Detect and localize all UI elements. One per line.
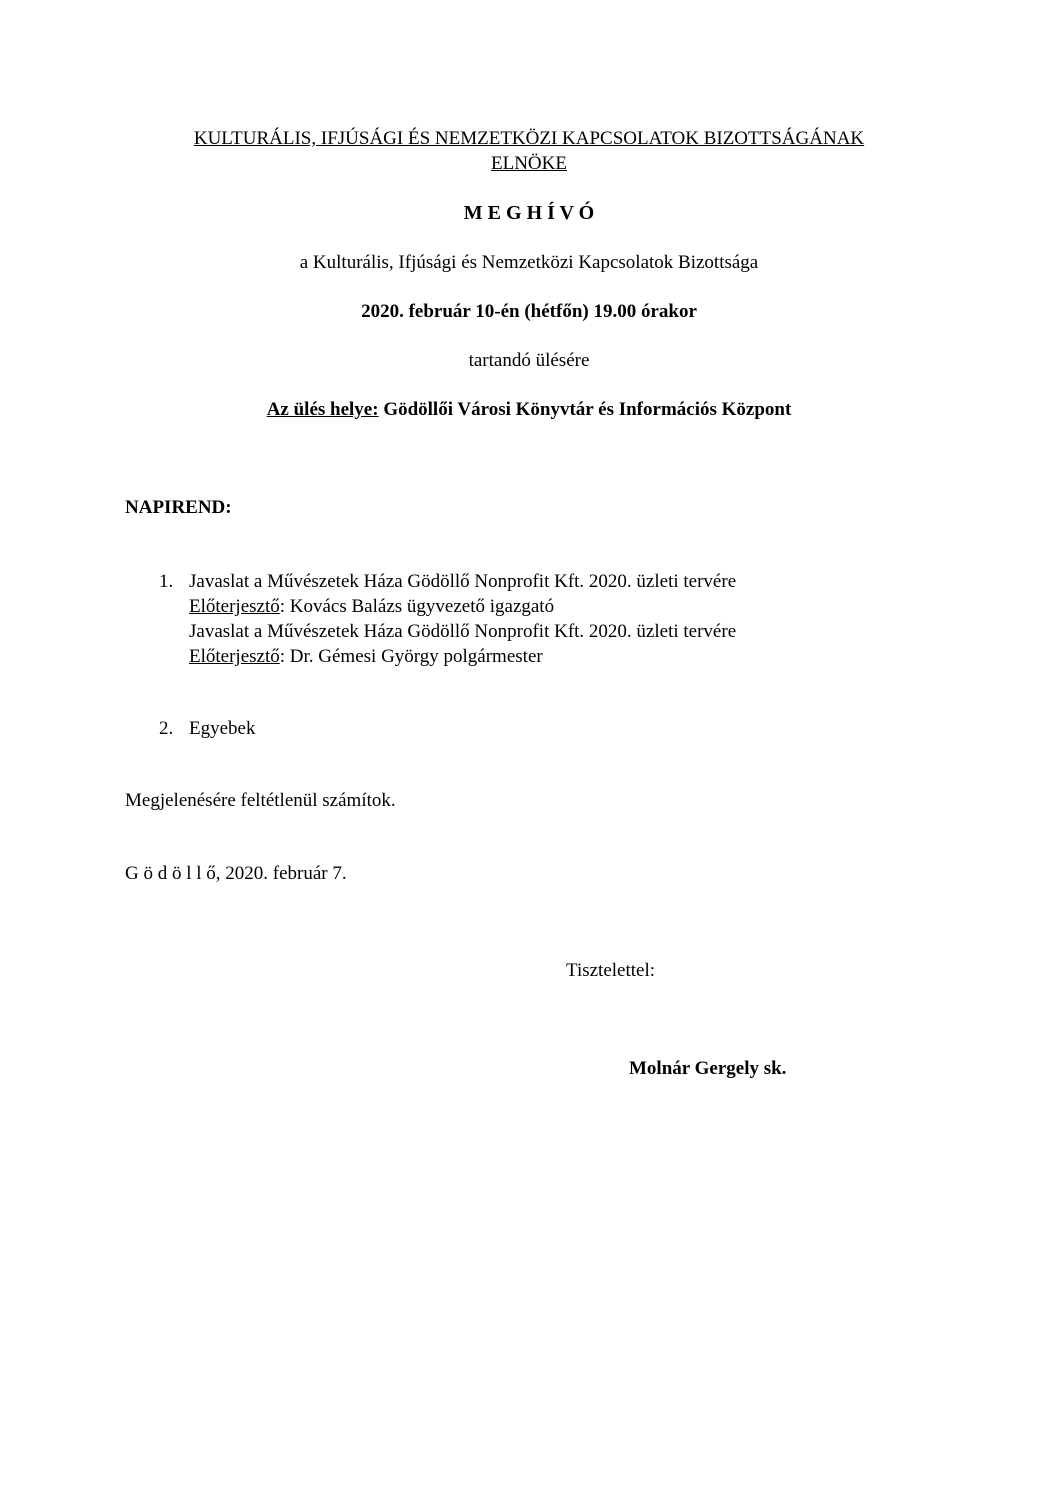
- closing-text: Megjelenésére feltétlenül számítok.: [125, 790, 396, 811]
- presenter-label: Előterjesztő: [189, 596, 280, 617]
- presenter-name: : Dr. Gémesi György polgármester: [279, 646, 543, 667]
- signature-name: Molnár Gergely sk.: [629, 1058, 787, 1079]
- agenda-item-title: Egyebek: [189, 718, 256, 739]
- venue-label: Az ülés helye:: [266, 399, 379, 420]
- meeting-datetime: 2020. február 10-én (hétfőn) 19.00 órakor: [361, 301, 697, 322]
- meeting-venue: [0, 399, 1058, 421]
- document-title: M E G H Í V Ó: [463, 202, 595, 224]
- header-line-1: KULTURÁLIS, IFJÚSÁGI ÉS NEMZETKÖZI KAPCSOLATOK BIZOTTSÁGÁNAK: [193, 128, 865, 149]
- agenda-item-title: Javaslat a Művészetek Háza Gödöllő Nonprofit Kft. 2020. üzleti tervére: [189, 571, 737, 592]
- agenda-item-presenter: [189, 596, 554, 618]
- venue-value: Gödöllői Városi Könyvtár és Információs Központ: [378, 399, 792, 420]
- place-date: G ö d ö l l ő, 2020. február 7.: [125, 863, 347, 884]
- agenda-item-number: 1.: [159, 571, 174, 592]
- agenda-item-number: 2.: [159, 718, 174, 739]
- presenter-label: Előterjesztő: [189, 646, 280, 667]
- agenda-heading: NAPIREND:: [125, 497, 232, 518]
- meeting-held-text: tartandó ülésére: [468, 350, 590, 371]
- regards-text: Tisztelettel:: [566, 960, 656, 981]
- committee-name: a Kulturális, Ifjúsági és Nemzetközi Kapcsolatok Bizottsága: [299, 252, 759, 273]
- agenda-item-title: Javaslat a Művészetek Háza Gödöllő Nonprofit Kft. 2020. üzleti tervére: [189, 621, 737, 642]
- header-line-2: ELNÖKE: [491, 153, 567, 174]
- agenda-item-presenter: [189, 646, 543, 668]
- presenter-name: : Kovács Balázs ügyvezető igazgató: [279, 596, 555, 617]
